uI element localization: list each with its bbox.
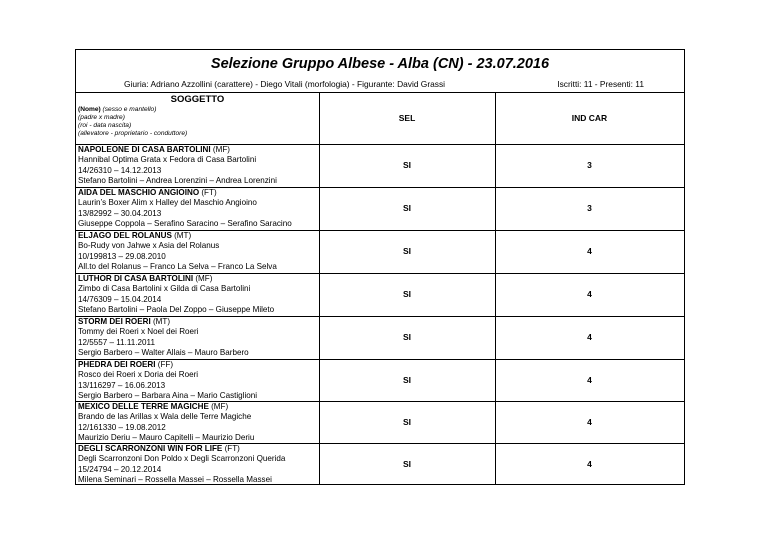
legend-name-label: (Nome) <box>78 106 101 113</box>
legend-line-name <box>78 106 187 114</box>
legend-line-parents: (padre x madre) <box>78 114 125 121</box>
dog-sex-coat: (MF) <box>208 402 229 411</box>
dog-name-line <box>78 402 228 411</box>
sel-value: SI <box>402 246 412 256</box>
dog-roi-birth: 10/199813 – 29.08.2010 <box>78 252 166 261</box>
sel-value: SI <box>402 332 412 342</box>
dog-sex-coat: (MF) <box>210 145 230 154</box>
subject-legend <box>78 106 187 138</box>
dog-roi-birth: 13/82992 – 30.04.2013 <box>78 209 162 218</box>
dog-name-line <box>78 360 173 369</box>
dog-parents: Laurin’s Boxer Alim x Halley del Maschio Angioino <box>78 198 257 207</box>
dog-roi-birth: 12/161330 – 19.08.2012 <box>78 423 166 432</box>
dog-breeder-owner-handler: Stefano Bartolini – Andrea Lorenzini – Andrea Lorenzini <box>78 176 277 185</box>
dog-breeder-owner-handler: Giuseppe Coppola – Serafino Saracino – Serafino Saracino <box>78 219 292 228</box>
dog-sex-coat: (FF) <box>155 360 174 369</box>
dog-parents: Bo-Rudy von Jahwe x Asia del Rolanus <box>78 241 220 250</box>
ind-car-value: 4 <box>587 375 592 385</box>
dog-parents: Degli Scarronzoni Don Poldo x Degli Scarronzoni Querida <box>78 454 286 463</box>
sel-value: SI <box>402 203 412 213</box>
dog-parents: Hannibal Optima Grata x Fedora di Casa Bartolini <box>78 155 257 164</box>
dog-name: NAPOLEONE DI CASA BARTOLINI <box>78 145 211 154</box>
dog-name-line <box>78 145 230 154</box>
dog-name: MEXICO DELLE TERRE MAGICHE <box>78 402 209 411</box>
jury-line: Giuria: Adriano Azzollini (carattere) - Diego Vitali (morfologia) - Figurante: David Grassi <box>124 79 446 89</box>
dog-roi-birth: 12/5557 – 11.11.2011 <box>78 338 155 347</box>
ind-car-value: 4 <box>587 417 592 427</box>
ind-car-value: 4 <box>587 289 592 299</box>
sel-value: SI <box>402 375 412 385</box>
dog-parents: Tommy dei Roeri x Noel dei Roeri <box>78 327 199 336</box>
sel-column-header: SEL <box>398 113 416 123</box>
header-divider <box>76 92 684 93</box>
dog-name: ELJAGO DEL ROLANUS <box>78 231 172 240</box>
ind-car-value: 4 <box>587 332 592 342</box>
dog-name: AIDA DEL MASCHIO ANGIOINO <box>78 188 200 197</box>
dog-name: STORM DEI ROERI <box>78 317 151 326</box>
sel-value: SI <box>402 459 412 469</box>
ind-car-value: 4 <box>587 459 592 469</box>
dog-roi-birth: 13/116297 – 16.06.2013 <box>78 381 166 390</box>
legend-name-rest: (sesso e mantello) <box>100 106 157 113</box>
dog-breeder-owner-handler: Sergio Barbero – Barbara Aina – Mario Castiglioni <box>78 391 258 400</box>
dog-roi-birth: 14/76309 – 15.04.2014 <box>78 295 162 304</box>
table-row <box>76 273 684 317</box>
dog-roi-birth: 14/26310 – 14.12.2013 <box>78 166 162 175</box>
dog-name: LUTHOR DI CASA BARTOLINI <box>78 274 194 283</box>
dog-sex-coat: (FT) <box>199 188 217 197</box>
dog-breeder-owner-handler: Maurizio Deriu – Mauro Capitelli – Maurizio Deriu <box>78 433 255 442</box>
dog-name: DEGLI SCARRONZONI WIN FOR LIFE <box>78 444 223 453</box>
dog-sex-coat: (MT) <box>150 317 171 326</box>
dog-roi-birth: 15/24794 – 20.12.2014 <box>78 465 162 474</box>
dog-sex-coat: (MT) <box>171 231 192 240</box>
table-row <box>76 230 684 274</box>
dog-name-line <box>78 274 212 283</box>
ind-car-value: 3 <box>587 203 592 213</box>
table-row <box>76 144 684 188</box>
table-row <box>76 316 684 360</box>
dog-name-line <box>78 188 217 197</box>
legend-line-roi: (roi - data nascita) <box>78 122 132 129</box>
ind-car-value: 3 <box>587 160 592 170</box>
dog-name-line <box>78 444 240 453</box>
dog-parents: Rosco dei Roeri x Doria dei Roeri <box>78 370 199 379</box>
subject-column-header: SOGGETTO <box>170 94 225 105</box>
ind-car-value: 4 <box>587 246 592 256</box>
entry-counts: Iscritti: 11 - Presenti: 11 <box>557 79 644 89</box>
table-row <box>76 359 684 403</box>
dog-breeder-owner-handler: Milena Seminari – Rossella Massei – Rossella Massei <box>78 475 272 484</box>
document-title: Selezione Gruppo Albese - Alba (CN) - 23.07.2016 <box>210 56 550 72</box>
dog-parents: Zimbo di Casa Bartolini x Gilda di Casa Bartolini <box>78 284 251 293</box>
dog-name-line <box>78 317 170 326</box>
dog-parents: Brando de las Arillas x Wala delle Terre Magiche <box>78 412 252 421</box>
dog-breeder-owner-handler: Stefano Bartolini – Paola Del Zoppo – Giuseppe Mileto <box>78 305 275 314</box>
dog-name: PHEDRA DEI ROERI <box>78 360 156 369</box>
sel-value: SI <box>402 289 412 299</box>
results-sheet <box>75 49 685 485</box>
table-row <box>76 443 684 487</box>
sel-value: SI <box>402 417 412 427</box>
table-row <box>76 401 684 445</box>
legend-line-people: (allevatore - proprietario - conduttore) <box>78 130 188 137</box>
dog-name-line <box>78 231 191 240</box>
dog-sex-coat: (FT) <box>222 444 240 453</box>
dog-breeder-owner-handler: All.to del Rolanus – Franco La Selva – Franco La Selva <box>78 262 277 271</box>
table-row <box>76 187 684 231</box>
ind-car-column-header: IND CAR <box>571 113 608 123</box>
dog-breeder-owner-handler: Sergio Barbero – Walter Allais – Mauro Barbero <box>78 348 249 357</box>
dog-sex-coat: (MF) <box>193 274 213 283</box>
sel-value: SI <box>402 160 412 170</box>
